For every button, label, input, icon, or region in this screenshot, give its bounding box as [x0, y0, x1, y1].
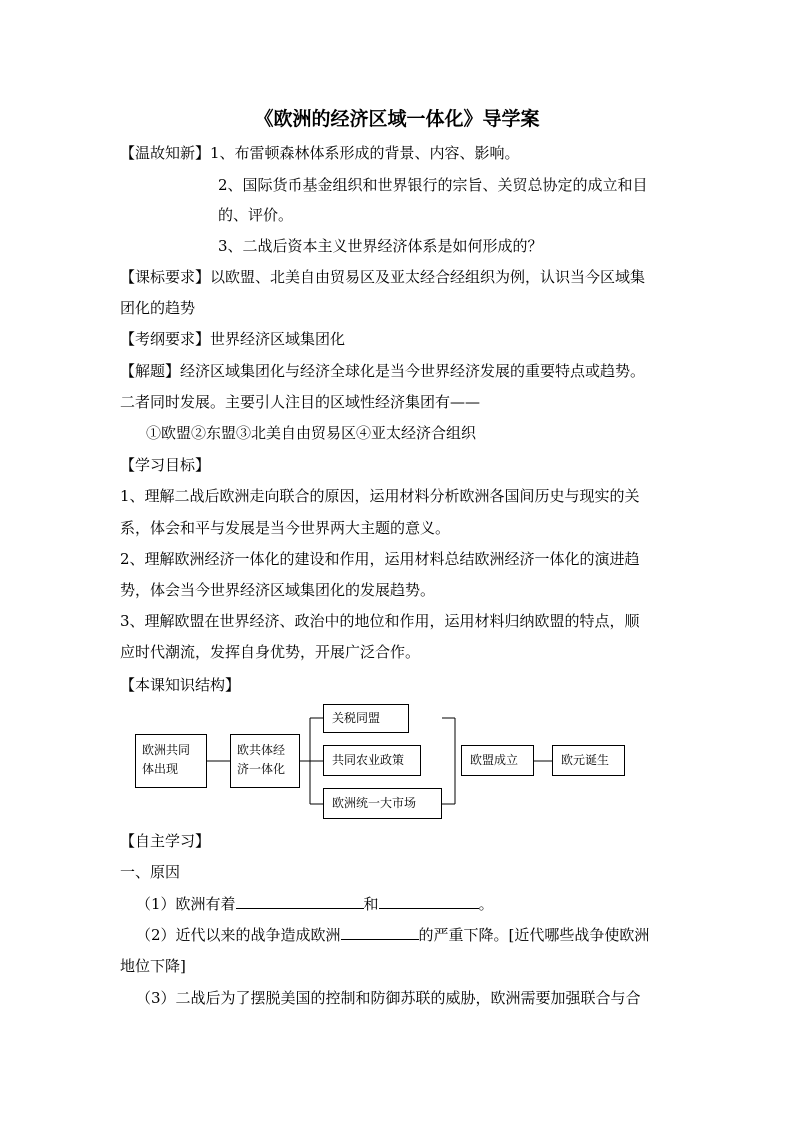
question-1	[136, 893, 494, 915]
curriculum-line-1: 【课标要求】以欧盟、北美自由贸易区及亚太经合经组织为例，认识当今区域集	[120, 268, 646, 286]
exam-requirement: 【考纲要求】世界经济区域集团化	[120, 330, 346, 348]
box-euro-born: 欧元诞生	[552, 745, 625, 776]
review-item-2a: 2、国际货币基金组织和世界银行的宗旨、关贸总协定的成立和目	[218, 176, 648, 194]
box-customs-union: 关税同盟	[323, 704, 409, 733]
box-common-agricultural-policy: 共同农业政策	[323, 745, 421, 776]
question-2-line2: 地位下降]	[120, 957, 186, 975]
review-item-1: 1、布雷顿森林体系形成的背景、内容、影响。	[210, 144, 520, 162]
box-ec-economic-integration	[230, 734, 300, 788]
q1-end: 。	[478, 895, 494, 913]
review-item-3: 3、二战后资本主义世界经济体系是如何形成的？	[218, 237, 543, 255]
box-ec-economic-integration-line1: 欧共体经	[237, 743, 286, 757]
goal-1b: 系，体会和平与发展是当今世界两大主题的意义。	[120, 519, 451, 537]
self-study-label: 【自主学习】	[120, 832, 211, 850]
q1-and: 和	[363, 895, 379, 913]
box-eu-community-emerges-line2: 体出现	[142, 762, 179, 776]
box-eu-established: 欧盟成立	[461, 745, 534, 776]
explain-line-2: 二者同时发展。主要引人注目的区域性经济集团有——	[120, 393, 481, 411]
box-ec-economic-integration-line2: 济一体化	[237, 762, 286, 776]
goals-label: 【学习目标】	[120, 456, 211, 474]
box-eu-community-emerges	[135, 734, 207, 788]
q1-prefix: （1）欧洲有着	[136, 895, 236, 913]
question-3: （3）二战后为了摆脱美国的控制和防御苏联的威胁，欧洲需要加强联合与合	[136, 989, 641, 1007]
goal-2a: 2、理解欧洲经济一体化的建设和作用，运用材料总结欧洲经济一体化的演进趋	[120, 550, 640, 568]
explain-line-1: 【解题】经济区域集团化与经济全球化是当今世界经济发展的重要特点或趋势。	[120, 362, 646, 380]
review-label: 【温故知新】	[120, 144, 211, 162]
goal-3a: 3、理解欧盟在世界经济、政治中的地位和作用，运用材料归纳欧盟的特点，顺	[120, 612, 640, 630]
structure-label: 【本课知识结构】	[120, 676, 241, 694]
curriculum-line-2: 团化的趋势	[120, 299, 196, 317]
q2-blank[interactable]	[341, 924, 419, 940]
goal-3b: 应时代潮流，发挥自身优势，开展广泛合作。	[120, 643, 421, 661]
q1-blank-2[interactable]	[379, 893, 479, 909]
explain-line-3: ①欧盟②东盟③北美自由贸易区④亚太经济合组织	[146, 424, 477, 442]
q2-prefix: （2）近代以来的战争造成欧洲	[136, 926, 341, 944]
goal-2b: 势，体会当今世界经济区域集团化的发展趋势。	[120, 581, 436, 599]
goal-1a: 1、理解二战后欧洲走向联合的原因，运用材料分析欧洲各国间历史与现实的关	[120, 487, 640, 505]
box-single-market: 欧洲统一大市场	[323, 788, 442, 819]
q1-blank-1[interactable]	[236, 893, 364, 909]
review-line-1	[120, 142, 520, 164]
box-eu-community-emerges-line1: 欧洲共同	[142, 743, 191, 757]
page-title: 《欧洲的经济区域一体化》导学案	[254, 108, 540, 130]
q2-suffix: 的严重下降。[近代哪些战争使欧洲	[418, 926, 650, 944]
question-2	[136, 924, 649, 946]
review-item-2b: 的、评价。	[218, 206, 294, 224]
section-causes: 一、原因	[120, 863, 181, 881]
